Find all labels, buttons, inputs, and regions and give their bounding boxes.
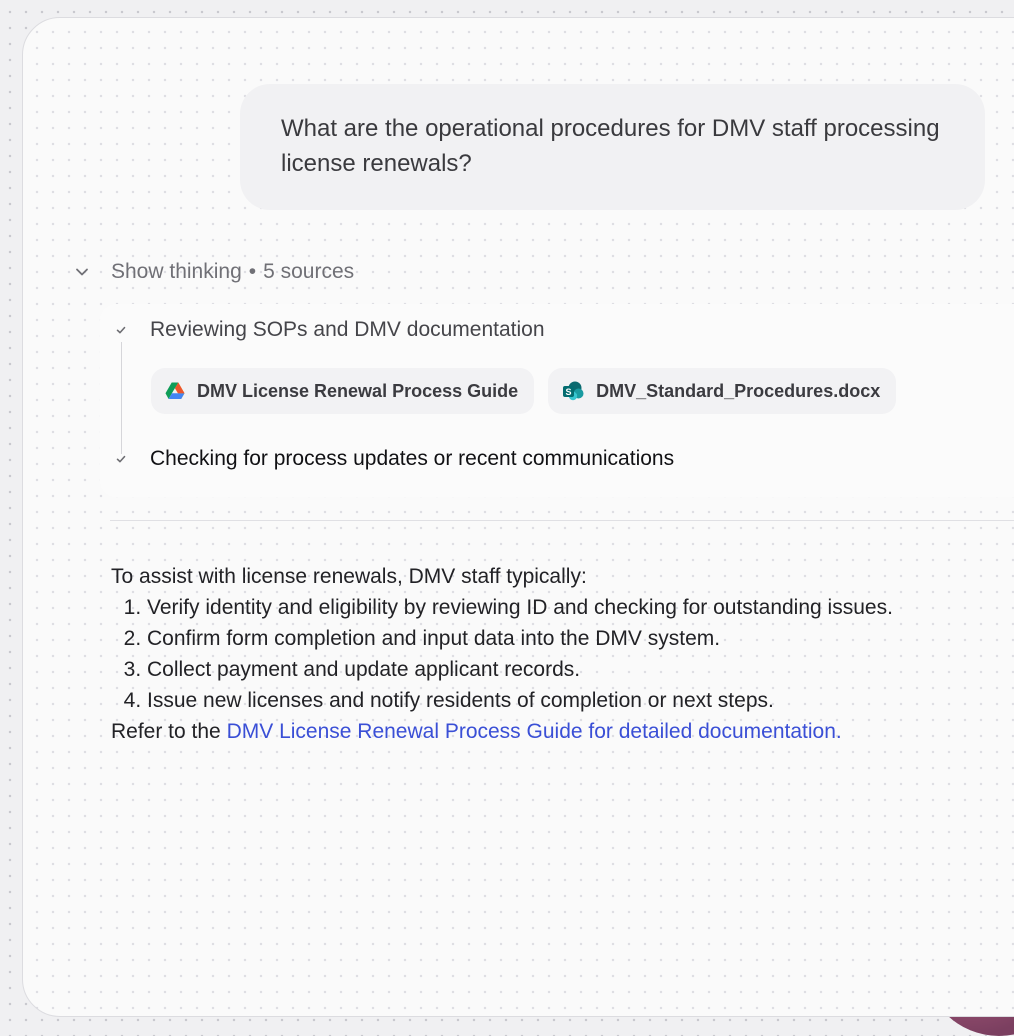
thinking-step-label: Checking for process updates or recent communications <box>150 447 675 470</box>
svg-text:S: S <box>565 387 572 397</box>
user-message-bubble <box>240 84 985 210</box>
timeline-connector <box>121 342 122 454</box>
assistant-answer <box>111 561 951 747</box>
answer-intro: To assist with license renewals, DMV staff typically: <box>111 565 587 588</box>
answer-closing <box>111 716 951 747</box>
thinking-step-label: Reviewing SOPs and DMV documentation <box>150 318 545 341</box>
show-thinking-toggle[interactable] <box>73 257 354 287</box>
list-item: 2. Confirm form completion and input data into the DMV system. <box>147 623 951 654</box>
section-divider <box>110 520 1014 521</box>
list-item: 1. Verify identity and eligibility by reviewing ID and checking for outstanding issues. <box>147 592 951 623</box>
header-separator: • <box>248 260 257 283</box>
thinking-step-1 <box>110 318 545 342</box>
answer-steps-list <box>111 592 951 716</box>
answer-closing-prefix: Refer to the <box>111 720 227 743</box>
sources-count-label: 5 sources <box>263 260 355 283</box>
google-drive-icon <box>165 382 185 400</box>
show-thinking-label: Show thinking <box>111 260 242 283</box>
chevron-down-icon <box>73 263 91 281</box>
guide-link[interactable]: DMV License Renewal Process Guide for detailed documentation. <box>226 720 842 743</box>
list-item: 3. Collect payment and update applicant records. <box>147 654 951 685</box>
list-item: 4. Issue new licenses and notify residents of completion or next steps. <box>147 685 951 716</box>
checkmark-icon <box>110 319 132 341</box>
source-chip-google-drive[interactable] <box>151 368 534 414</box>
checkmark-icon <box>110 448 132 470</box>
source-chip-sharepoint[interactable] <box>548 368 896 414</box>
thinking-step-2 <box>110 447 674 471</box>
source-chips <box>151 368 896 414</box>
source-chip-title: DMV_Standard_Procedures.docx <box>596 380 881 401</box>
source-chip-title: DMV License Renewal Process Guide <box>197 380 519 401</box>
user-message-text: What are the operational procedures for DMV staff processing license renewals? <box>281 115 940 177</box>
sharepoint-icon <box>562 381 584 401</box>
